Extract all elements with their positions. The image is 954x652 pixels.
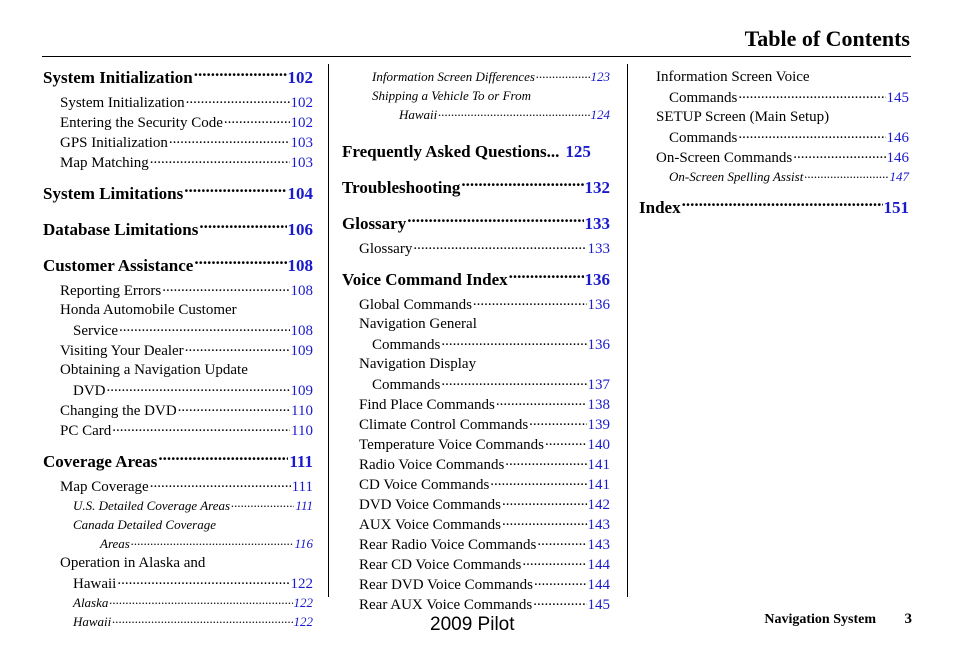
toc-entry[interactable] (43, 280, 313, 300)
toc-entry-title: System Initialization (43, 68, 193, 87)
toc-entry[interactable] (639, 147, 909, 167)
toc-entry[interactable] (342, 374, 610, 394)
dot-leader (107, 380, 290, 395)
page-number-link[interactable]: 108 (290, 323, 313, 339)
page-number-link[interactable]: 103 (290, 155, 313, 171)
page-number-link[interactable]: 103 (290, 135, 313, 151)
page-number-link[interactable]: 145 (886, 90, 909, 106)
page-title: Table of Contents (744, 26, 910, 51)
toc-entry-title: Troubleshooting (342, 178, 461, 197)
toc-entry-title: DVD Voice Commands (359, 497, 501, 513)
page-number-link[interactable]: 123 (590, 69, 610, 84)
dot-leader (441, 374, 586, 389)
toc-entry-title: Hawaii (73, 614, 112, 629)
toc-entry-title: Glossary (342, 214, 407, 233)
dot-leader (109, 594, 292, 607)
toc-entry-title: Entering the Security Code (60, 115, 223, 131)
vehicle-model: 2009 Pilot (430, 614, 515, 635)
toc-heading[interactable] (43, 216, 313, 244)
dot-leader (162, 280, 289, 295)
toc-entry[interactable] (43, 534, 313, 553)
page-number-link[interactable]: 111 (295, 498, 313, 513)
toc-entry[interactable] (43, 573, 313, 593)
page-number-link[interactable]: 142 (587, 497, 610, 513)
toc-heading[interactable] (43, 64, 313, 92)
toc-entry (43, 553, 313, 573)
dot-leader (490, 474, 586, 489)
dot-leader (186, 92, 290, 107)
toc-entry-title: AUX Voice Commands (359, 517, 501, 533)
toc-heading[interactable] (43, 180, 313, 208)
toc-entry-title: Find Place Commands (359, 397, 495, 413)
page-number-link[interactable]: 110 (291, 423, 313, 439)
dot-leader (178, 400, 290, 415)
toc-heading[interactable] (342, 210, 610, 238)
dot-leader (158, 450, 288, 467)
toc-entry[interactable] (43, 400, 313, 420)
toc-heading[interactable] (43, 448, 313, 476)
toc-entry-title: Climate Control Commands (359, 417, 529, 433)
toc-entry[interactable] (342, 67, 610, 86)
toc-entry-title: On-Screen Commands (656, 150, 793, 166)
page-number-link[interactable]: 116 (294, 536, 313, 551)
page-number-link[interactable]: 104 (287, 184, 313, 203)
toc-heading[interactable] (43, 252, 313, 280)
toc-entry[interactable] (342, 294, 610, 314)
toc-entry-title: Radio Voice Commands (359, 457, 505, 473)
page-number-link[interactable]: 108 (290, 283, 313, 299)
dot-leader (413, 238, 586, 253)
dot-leader (509, 268, 584, 285)
toc-entry[interactable] (43, 476, 313, 496)
page-number-link[interactable]: 111 (291, 479, 313, 495)
toc-entry (342, 314, 610, 334)
toc-entry-title: DVD (73, 383, 106, 399)
toc-entry-title: PC Card (60, 423, 112, 439)
column-divider-2 (627, 64, 628, 597)
toc-entry[interactable] (342, 574, 610, 594)
toc-entry (43, 515, 313, 534)
page-number-link[interactable]: 141 (587, 477, 610, 493)
toc-column-2 (342, 67, 610, 614)
dot-leader (231, 497, 294, 510)
dot-leader (738, 127, 885, 142)
toc-entry-title: Rear CD Voice Commands (359, 557, 522, 573)
toc-entry-title: Visiting Your Dealer (60, 343, 184, 359)
toc-entry[interactable] (639, 87, 909, 107)
toc-entry-title: Shipping a Vehicle To or From (372, 88, 532, 103)
toc-entry-title: Glossary (359, 241, 413, 257)
dot-leader (224, 112, 290, 127)
toc-entry[interactable] (43, 612, 313, 631)
toc-entry[interactable] (342, 514, 610, 534)
toc-entry-title: Navigation Display (359, 356, 477, 372)
dot-leader (194, 66, 287, 83)
toc-entry (639, 107, 909, 127)
toc-heading[interactable] (342, 266, 610, 294)
toc-entry (639, 67, 909, 87)
toc-entry-title: Voice Command Index (342, 270, 508, 289)
toc-entry-title: Map Matching (60, 155, 149, 171)
toc-entry[interactable] (43, 593, 313, 612)
page-number-link[interactable]: 102 (287, 68, 313, 87)
dot-leader (185, 340, 290, 355)
toc-heading[interactable] (342, 138, 610, 166)
toc-entry[interactable] (342, 434, 610, 454)
dot-leader (199, 218, 286, 235)
dot-leader (533, 594, 586, 609)
page-number-link[interactable]: 124 (590, 107, 610, 122)
page-number-link[interactable]: 122 (293, 614, 313, 629)
toc-heading[interactable] (639, 194, 909, 222)
toc-entry-title: GPS Initialization (60, 135, 168, 151)
page-number-link[interactable]: 102 (290, 115, 313, 131)
toc-entry-title: Map Coverage (60, 479, 149, 495)
page-number-link[interactable]: 110 (291, 403, 313, 419)
page-number-link[interactable]: 102 (290, 95, 313, 111)
page-number-link[interactable]: 146 (886, 130, 909, 146)
page-number-link[interactable]: 143 (587, 537, 610, 553)
page-number-link[interactable]: 141 (587, 457, 610, 473)
toc-entry-title: Global Commands (359, 297, 472, 313)
toc-entry-title: Rear AUX Voice Commands (359, 597, 533, 613)
toc-entry-title: Commands (372, 377, 441, 393)
toc-entry-title: Areas (100, 536, 130, 551)
toc-entry-title: SETUP Screen (Main Setup) (656, 109, 830, 125)
page-number-link[interactable]: 146 (886, 150, 909, 166)
dot-leader (407, 212, 583, 229)
toc-entry-title: Navigation General (359, 316, 477, 332)
dot-leader (793, 147, 885, 162)
toc-entry-title: Information Screen Differences (372, 69, 535, 84)
dot-leader (536, 68, 590, 81)
dot-leader (537, 534, 586, 549)
page-number-link[interactable]: 145 (587, 597, 610, 613)
dot-leader (738, 87, 885, 102)
toc-entry[interactable] (342, 494, 610, 514)
toc-entry[interactable] (43, 496, 313, 515)
toc-entry[interactable] (43, 420, 313, 440)
toc-entry-title: Honda Automobile Customer (60, 302, 237, 318)
page-number-link[interactable]: 108 (287, 256, 313, 275)
dot-leader (545, 434, 586, 449)
page-number-link[interactable]: 151 (883, 198, 909, 217)
toc-entry[interactable] (342, 454, 610, 474)
page-number-link[interactable]: 106 (287, 220, 313, 239)
toc-entry-title: U.S. Detailed Coverage Areas (73, 498, 231, 513)
toc-entry-title: Information Screen Voice (656, 69, 810, 85)
page-number-link[interactable]: 140 (587, 437, 610, 453)
toc-entry[interactable] (342, 534, 610, 554)
page-number-link[interactable]: 139 (587, 417, 610, 433)
page-number-link[interactable]: 133 (584, 214, 610, 233)
dot-leader (112, 613, 292, 626)
page-number-link[interactable]: 143 (587, 517, 610, 533)
dot-leader (529, 414, 586, 429)
toc-entry-title: Index (639, 198, 681, 217)
toc-entry-title: CD Voice Commands (359, 477, 490, 493)
dot-leader (496, 394, 587, 409)
toc-entry-title: Reporting Errors (60, 283, 162, 299)
page-number-link[interactable]: 125 (565, 142, 591, 161)
toc-entry[interactable] (43, 380, 313, 400)
dot-leader (194, 254, 286, 271)
page-number-link[interactable]: 111 (289, 452, 313, 471)
toc-entry-title: System Limitations (43, 184, 184, 203)
dot-leader (169, 132, 290, 147)
toc-entry-title: Coverage Areas (43, 452, 158, 471)
dot-leader (502, 514, 587, 529)
toc-entry[interactable] (639, 127, 909, 147)
toc-entry-title: Operation in Alaska and (60, 555, 206, 571)
toc-entry-title: Obtaining a Navigation Update (60, 362, 248, 378)
dot-leader (119, 320, 290, 335)
dot-leader (184, 182, 286, 199)
page-number-link[interactable]: 136 (587, 337, 610, 353)
toc-entry[interactable] (342, 238, 610, 258)
page-number-link[interactable]: 122 (293, 595, 313, 610)
toc-entry[interactable] (43, 340, 313, 360)
toc-entry-title: Hawaii (399, 107, 438, 122)
toc-entry-title: Rear Radio Voice Commands (359, 537, 537, 553)
toc-entry (342, 354, 610, 374)
toc-entry (342, 86, 610, 105)
toc-heading[interactable] (342, 174, 610, 202)
toc-entry[interactable] (342, 394, 610, 414)
toc-entry[interactable] (43, 112, 313, 132)
page-number-link[interactable]: 109 (290, 383, 313, 399)
page-number-link[interactable]: 132 (584, 178, 610, 197)
page-number-link[interactable]: 133 (587, 241, 610, 257)
toc-column-3 (639, 67, 909, 222)
dot-leader (682, 196, 883, 213)
toc-entry-title: On-Screen Spelling Assist (669, 169, 804, 184)
page-number-link[interactable]: 136 (587, 297, 610, 313)
page-number-link[interactable]: 144 (587, 577, 610, 593)
toc-entry[interactable] (342, 554, 610, 574)
page-number-link[interactable]: 109 (290, 343, 313, 359)
dot-leader (150, 476, 291, 491)
dot-leader (502, 494, 587, 509)
column-divider-1 (328, 64, 329, 597)
toc-entry[interactable] (639, 167, 909, 186)
page-number-link[interactable]: 147 (889, 169, 909, 184)
toc-entry[interactable] (43, 320, 313, 340)
dot-leader (505, 454, 586, 469)
toc-entry-title: Commands (669, 130, 738, 146)
toc-entry-title: Rear DVD Voice Commands (359, 577, 534, 593)
toc-entry[interactable] (43, 152, 313, 172)
dot-leader (117, 573, 289, 588)
toc-entry[interactable] (342, 594, 610, 614)
toc-column-1 (43, 64, 313, 631)
dot-leader (112, 420, 290, 435)
page-number-link[interactable]: 136 (584, 270, 610, 289)
toc-entry[interactable] (342, 105, 610, 124)
toc-entry (43, 300, 313, 320)
toc-entry[interactable] (43, 132, 313, 152)
section-name: Navigation System (764, 612, 876, 627)
page-number-link[interactable]: 144 (587, 557, 610, 573)
page-number-link[interactable]: 122 (290, 576, 313, 592)
toc-entry-title: Hawaii (73, 576, 117, 592)
toc-entry-title: Temperature Voice Commands (359, 437, 545, 453)
toc-entry[interactable] (43, 92, 313, 112)
toc-entry-title: Commands (372, 337, 441, 353)
dot-leader (150, 152, 290, 167)
header-rule (42, 56, 911, 57)
toc-entry-title: Frequently Asked Questions... (342, 142, 560, 161)
dot-leader (461, 176, 583, 193)
page-number: 3 (904, 611, 912, 627)
page-number-link[interactable]: 137 (587, 377, 610, 393)
toc-entry (43, 360, 313, 380)
dot-leader (534, 574, 586, 589)
toc-entry[interactable] (342, 474, 610, 494)
toc-entry-title: Commands (669, 90, 738, 106)
toc-entry-title: System Initialization (60, 95, 185, 111)
page-number-link[interactable]: 138 (587, 397, 610, 413)
toc-entry-title: Customer Assistance (43, 256, 194, 275)
dot-leader (131, 535, 294, 548)
dot-leader (438, 106, 589, 119)
toc-entry-title: Service (73, 323, 118, 339)
dot-leader (522, 554, 586, 569)
dot-leader (804, 168, 888, 181)
toc-entry-title: Canada Detailed Coverage (73, 517, 216, 532)
toc-entry[interactable] (342, 334, 610, 354)
toc-entry[interactable] (342, 414, 610, 434)
toc-entry-title: Changing the DVD (60, 403, 177, 419)
dot-leader (473, 294, 587, 309)
toc-entry-title: Alaska (73, 595, 109, 610)
dot-leader (441, 334, 586, 349)
toc-entry-title: Database Limitations (43, 220, 199, 239)
